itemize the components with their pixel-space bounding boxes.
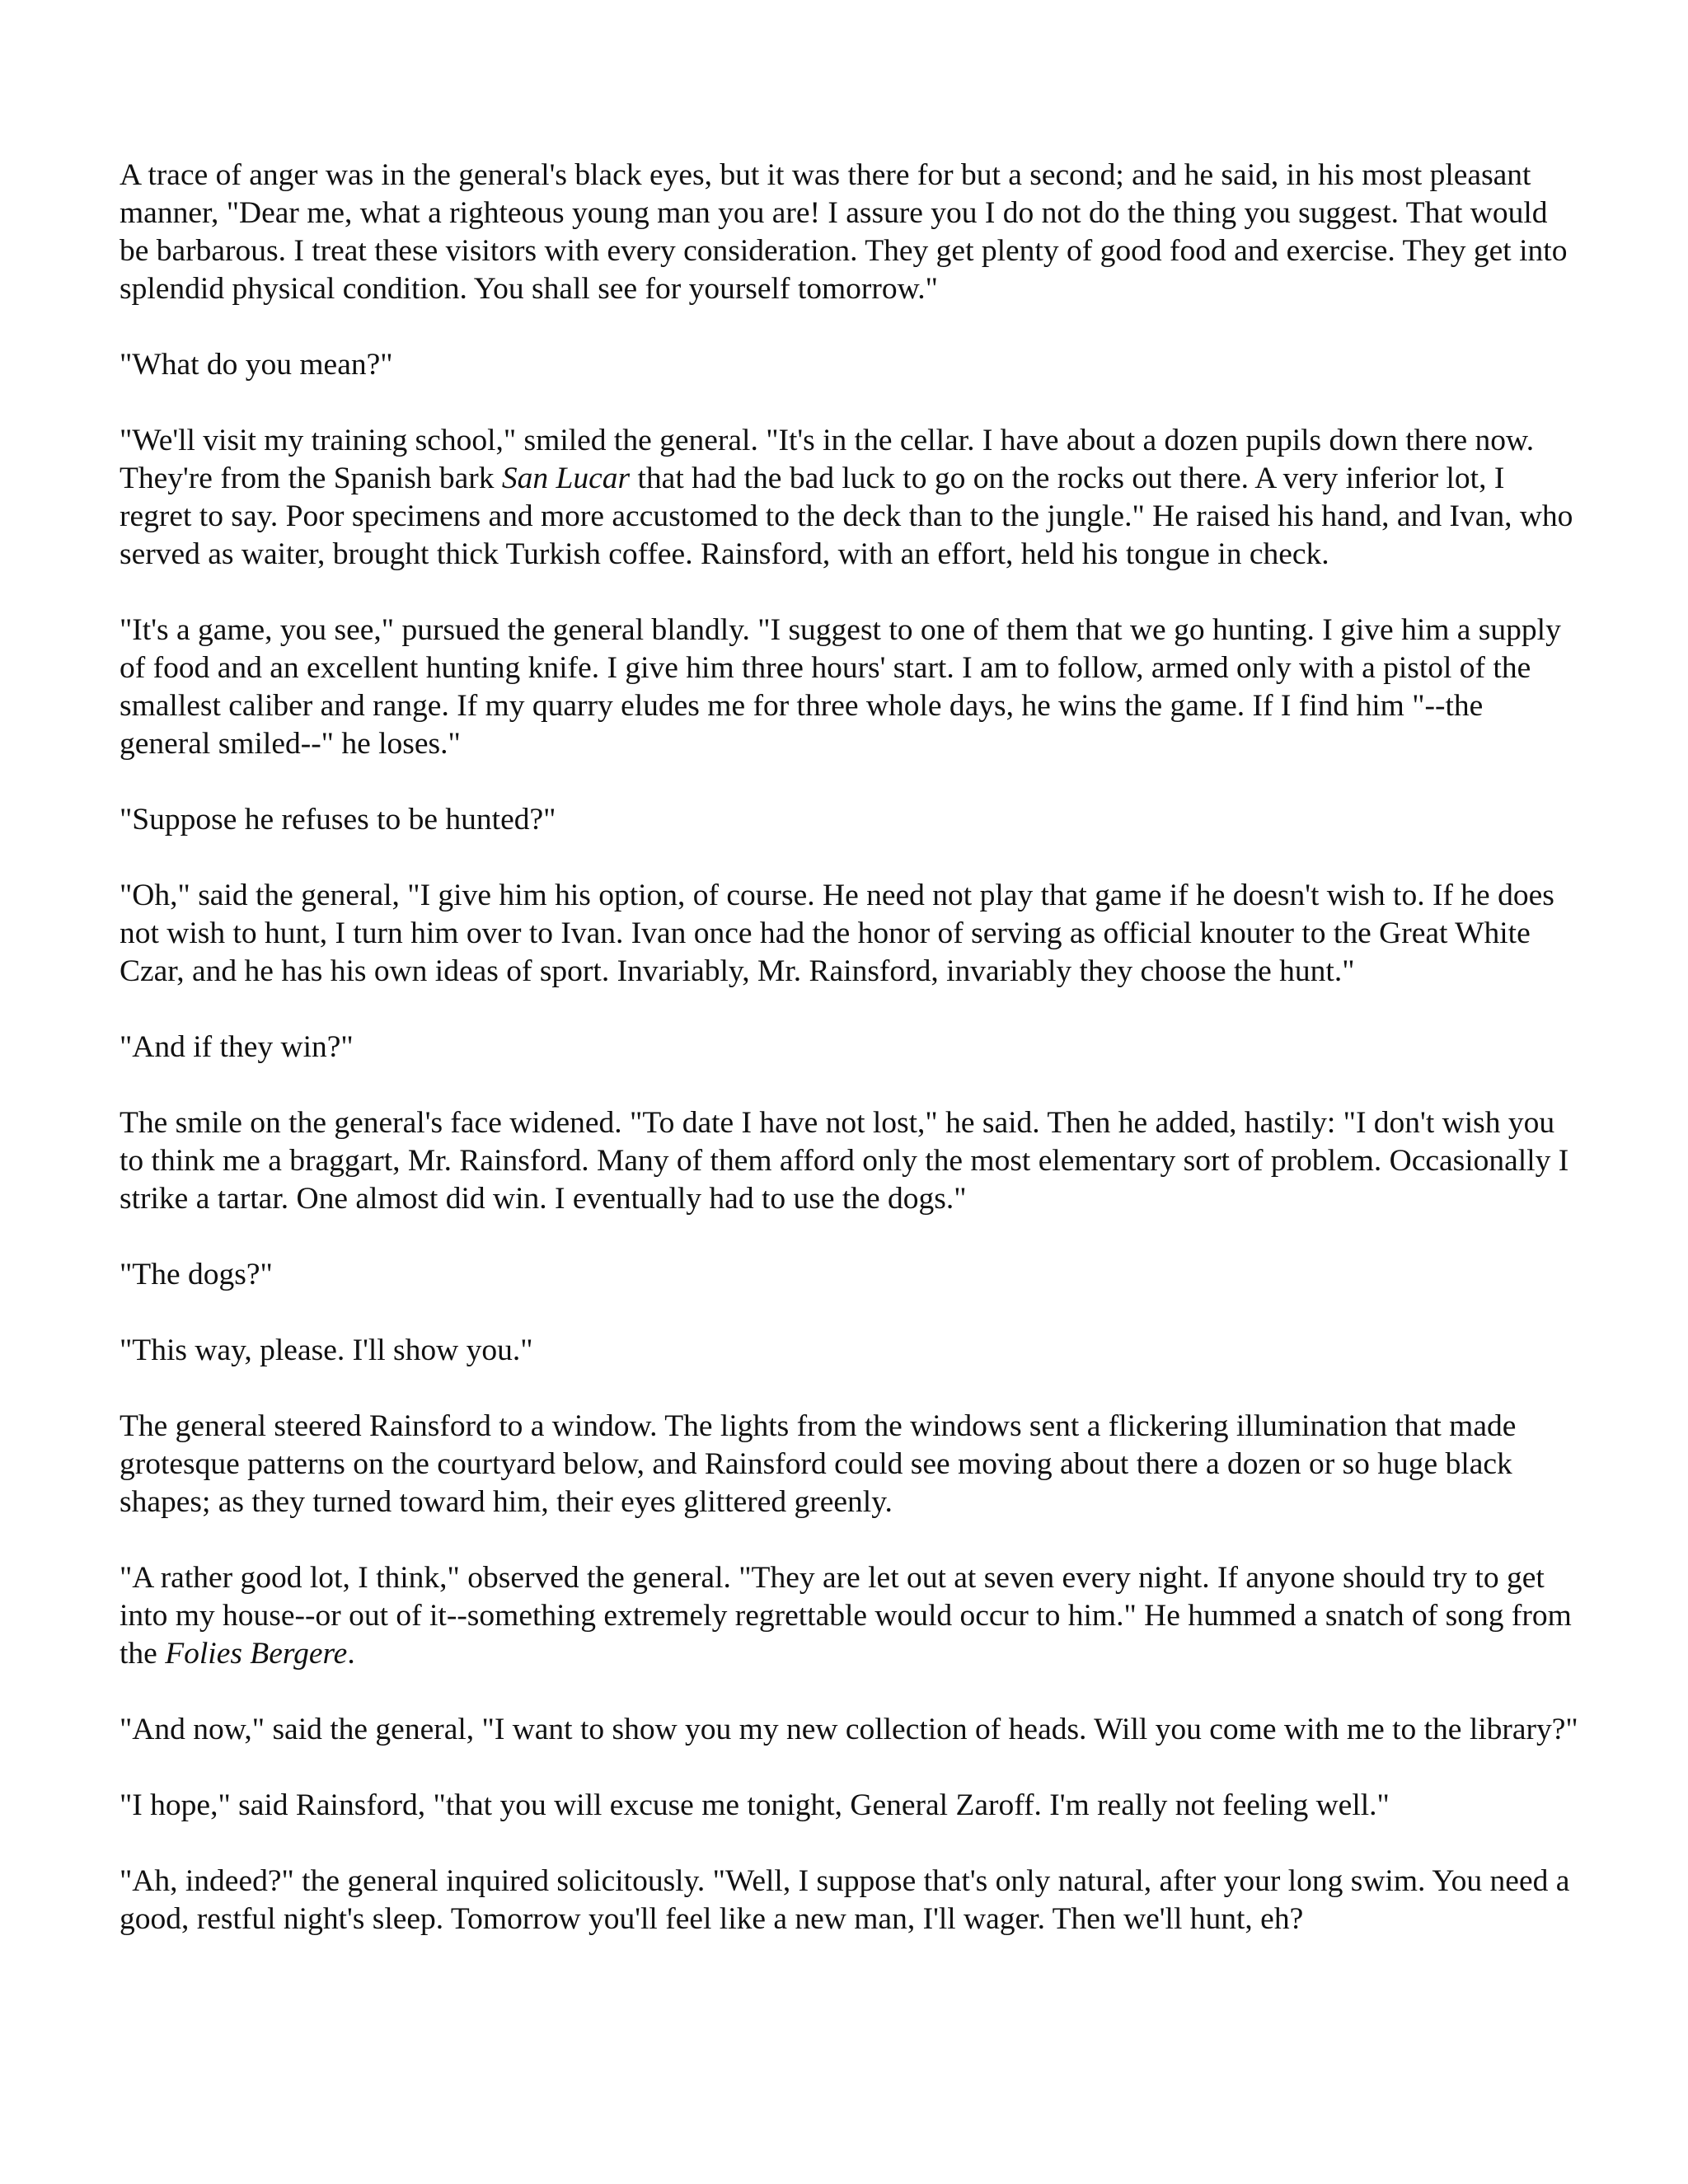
paragraph bbox=[120, 1104, 1578, 1218]
paragraph bbox=[120, 1029, 1578, 1066]
text-run: "We'll visit my training school," smiled the general. "It's in the cellar. I have about a dozen pupils down there now. They're from the Spanish bark bbox=[120, 424, 1535, 495]
text-run: "It's a game, you see," pursued the general blandly. "I suggest to one of them that we go hunting. I give him a supply of food and an excellent hunting knife. I give him three hours' start. I am to follow, armed only with a pistol of the smallest caliber and range. If my quarry eludes me for three whole days, he wins the game. If I find him "--the general smiled--" he loses." bbox=[120, 613, 1561, 761]
text-run: "And if they win?" bbox=[120, 1030, 354, 1064]
italic-text: San Lucar bbox=[501, 462, 631, 495]
text-run: The smile on the general's face widened. "To date I have not lost," he said. Then he added, hastily: "I don't wish you to think me a braggart, Mr. Rainsford. Many of them afford only the most elementary sort of problem. Occasionally I strike a tartar. One almost did win. I eventually had to use the dogs." bbox=[120, 1106, 1569, 1216]
paragraph bbox=[120, 1863, 1578, 1938]
paragraph bbox=[120, 1408, 1578, 1521]
paragraph bbox=[120, 157, 1578, 308]
paragraph bbox=[120, 422, 1578, 574]
paragraph bbox=[120, 801, 1578, 839]
text-run: "This way, please. I'll show you." bbox=[120, 1333, 533, 1367]
text-run: "A rather good lot, I think," observed the general. "They are let out at seven every night. If anyone should try to get into my house--or out of it--something extremely regrettable would occur to him." He hummed a snatch of song from the bbox=[120, 1561, 1572, 1671]
paragraph bbox=[120, 1256, 1578, 1294]
paragraph bbox=[120, 1787, 1578, 1825]
text-run: "And now," said the general, "I want to show you my new collection of heads. Will you come with me to the library?" bbox=[120, 1713, 1578, 1746]
text-run: "Ah, indeed?" the general inquired solicitously. "Well, I suppose that's only natural, after your long swim. You need a good, restful night's sleep. Tomorrow you'll feel like a new man, I'll wager. Then we'll hunt, eh? bbox=[120, 1864, 1570, 1936]
text-run: . bbox=[347, 1637, 355, 1671]
text-run: "Suppose he refuses to be hunted?" bbox=[120, 803, 556, 837]
text-run: "Oh," said the general, "I give him his option, of course. He need not play that game if he doesn't wish to. If he does not wish to hunt, I turn him over to Ivan. Ivan once had the honor of serving as official knouter to the Great White Czar, and he has his own ideas of sport. Invariably, Mr. Rainsford, invariably they choose the hunt." bbox=[120, 879, 1554, 988]
paragraph bbox=[120, 877, 1578, 991]
text-run: that had the bad luck to go on the rocks out there. A very inferior lot, I regret to say. Poor specimens and more accustomed to the deck than to the jungle." He raised his hand, and Ivan, who served as waiter, brought thick Turkish coffee. Rainsford, with an effort, held his tongue in check. bbox=[120, 462, 1573, 571]
paragraph bbox=[120, 346, 1578, 384]
paragraph bbox=[120, 1332, 1578, 1370]
paragraph bbox=[120, 612, 1578, 763]
text-run: A trace of anger was in the general's black eyes, but it was there for but a second; and he said, in his most pleasant manner, "Dear me, what a righteous young man you are! I assure you I do not do the thing you suggest. That would be barbarous. I treat these visitors with every consideration. They get plenty of good food and exercise. They get into splendid physical condition. You shall see for yourself tomorrow." bbox=[120, 158, 1568, 306]
text-run: "I hope," said Rainsford, "that you will excuse me tonight, General Zaroff. I'm really not feeling well." bbox=[120, 1788, 1390, 1822]
text-run: "What do you mean?" bbox=[120, 348, 393, 382]
italic-text: Folies Bergere bbox=[165, 1637, 348, 1671]
text-run: "The dogs?" bbox=[120, 1258, 273, 1291]
paragraph bbox=[120, 1711, 1578, 1749]
document-page bbox=[120, 157, 1578, 1938]
text-run: The general steered Rainsford to a window. The lights from the windows sent a flickering illumination that made grotesque patterns on the courtyard below, and Rainsford could see moving about there a dozen or so huge black shapes; as they turned toward him, their eyes glittered greenly. bbox=[120, 1409, 1517, 1519]
paragraph bbox=[120, 1559, 1578, 1673]
